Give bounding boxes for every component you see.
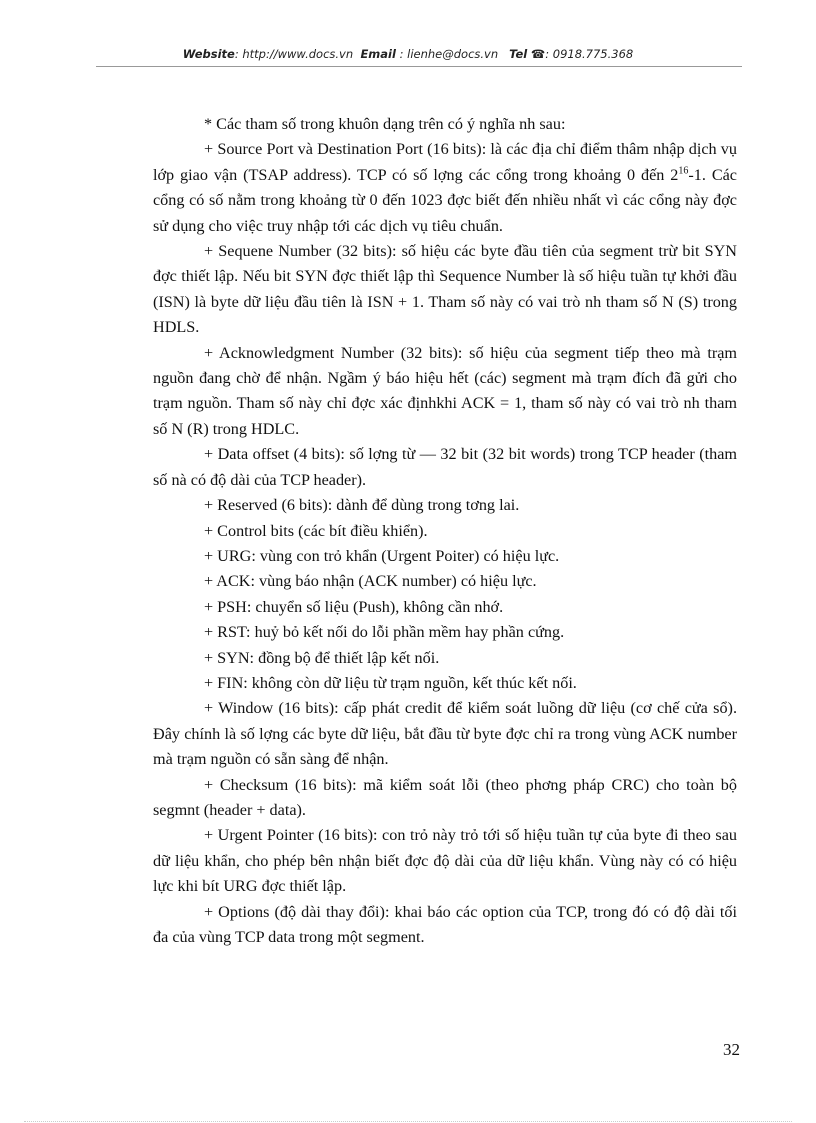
website-value: : http://www.docs.vn [234, 47, 354, 61]
paragraph-options: + Options (độ dài thay đổi): khai báo các option của TCP, trong đó có độ dài tối đa của vùng TCP data trong một segment. [153, 902, 737, 946]
website-label: Website [182, 47, 235, 61]
paragraph-fin: + FIN: không còn dữ liệu từ trạm nguồn, kết thúc kết nối. [204, 673, 577, 692]
tel-label: Tel [509, 47, 528, 61]
paragraph-urgent-pointer: + Urgent Pointer (16 bits): con trỏ này trỏ tới số hiệu tuần tự của byte đi theo sau dữ liệu khẩn, cho phép bên nhận biết đợc độ dài của dữ liệu khẩn. Vùng này có có hiệu lực khi bít URG đợc thiết lập. [153, 826, 737, 896]
paragraph-checksum: + Checksum (16 bits): mã kiểm soát lỗi (theo phơng pháp CRC) cho toàn bộ segmnt (header + data). [153, 775, 737, 819]
paragraph-psh: + PSH: chuyển số liệu (Push), không cần nhớ. [204, 597, 504, 616]
paragraph-data-offset: + Data offset (4 bits): số lợng từ — 32 bit (32 bit words) trong TCP header (tham số nà có độ dài của TCP header). [153, 445, 737, 489]
paragraph-intro: * Các tham số trong khuôn dạng trên có ý nghĩa nh sau: [204, 115, 566, 133]
paragraph-urg: + URG: vùng con trỏ khẩn (Urgent Poiter) có hiệu lực. [204, 546, 560, 565]
paragraph-reserved: + Reserved (6 bits): dành để dùng trong tơng lai. [204, 496, 520, 515]
paragraph-control-bits: + Control bits (các bít điều khiển). [204, 521, 428, 540]
page-header [0, 47, 816, 61]
tel-value: : 0918.775.368 [545, 47, 634, 61]
email-label: Email [360, 47, 396, 61]
paragraph-window: + Window (16 bits): cấp phát credit để kiểm soát luồng dữ liệu (cơ chế cửa sổ). Đây chính là số lợng các byte dữ liệu, bắt đầu từ byte đợc chỉ ra trong vùng ACK number mà trạm nguồn có sẵn sàng để nhận. [153, 699, 737, 769]
paragraph-rst: + RST: huỷ bỏ kết nối do lỗi phần mềm hay phần cứng. [204, 623, 565, 642]
phone-icon: ☎ [530, 47, 546, 61]
email-value: : lienhe@docs.vn [399, 47, 499, 61]
paragraph-sequence: + Sequene Number (32 bits): số hiệu các byte đầu tiên của segment trừ bit SYN đợc thiết lập. Nếu bit SYN đợc thiết lập thì Sequence Number là số hiệu tuần tự khởi đầu (ISN) là byte dữ liệu đầu tiên là ISN + 1. Tham số này có vai trò nh tham số N (S) trong HDLS. [153, 242, 737, 337]
paragraph-ack: + ACK: vùng báo nhận (ACK number) có hiệu lực. [204, 572, 537, 591]
page-number: 32 [723, 1040, 740, 1059]
paragraph-ack-number: + Acknowledgment Number (32 bits): số hiệu của segment tiếp theo mà trạm nguồn đang chờ để nhận. Ngầm ý báo hiệu hết (các) segment mà trạm đích đã gửi cho trạm nguồn. Tham số này chỉ đợc xác địnhkhi ACK = 1, tham số này có vai trò nh tham số N (R) trong HDLC. [153, 343, 737, 438]
footer-divider [24, 1121, 792, 1122]
paragraph-syn: + SYN: đồng bộ để thiết lập kết nối. [204, 648, 440, 667]
document-body [153, 112, 737, 950]
header-divider [96, 66, 742, 67]
paragraph-ports: + Source Port và Destination Port (16 bits): là các địa chỉ điểm thâm nhập dịch vụ lớp giao vận (TSAP address). TCP có số lợng các cổng trong khoảng 0 đến $2^{16}-1$. Các cổng có số nằm trong khoảng từ 0 đến 1023 đợc biết đến nhiều nhất vì các cổng này đợc sử dụng cho việc truy nhập tới các dịch vụ tiêu chuẩn. [153, 140, 737, 235]
